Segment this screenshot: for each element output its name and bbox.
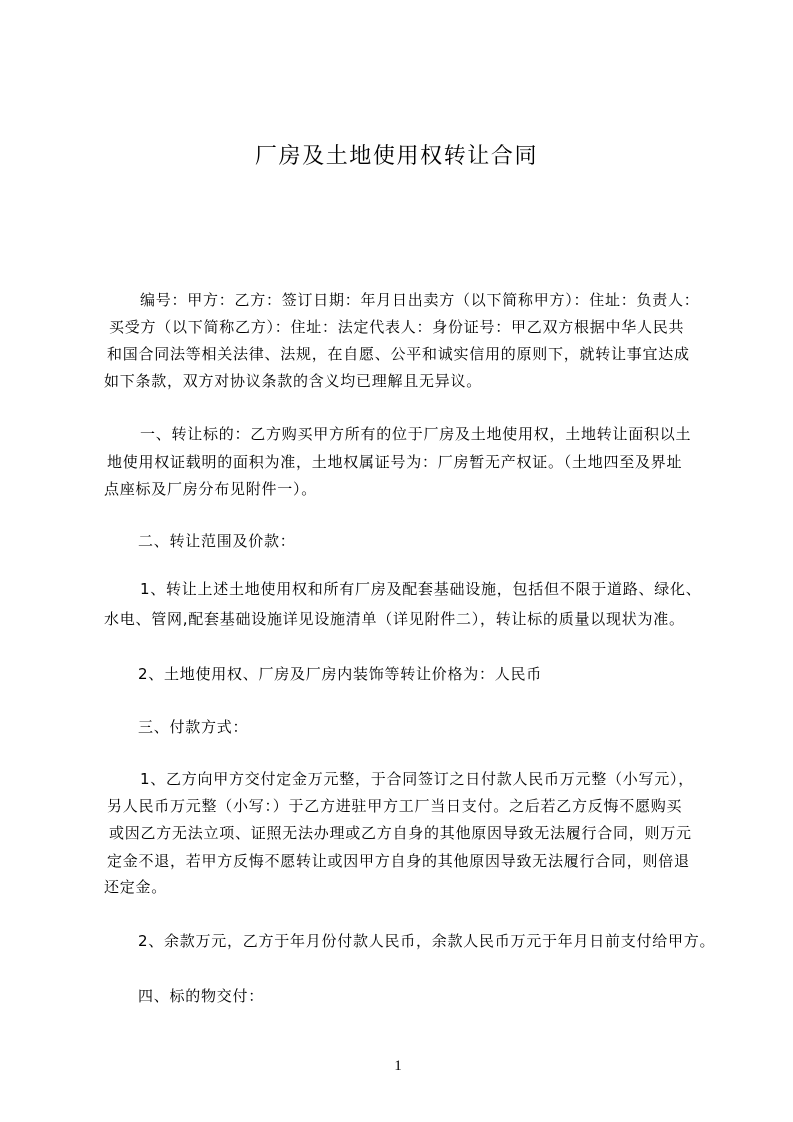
- paragraph-line: 买受方（以下简称乙方）：住址：法定代表人：身份证号：甲乙双方根据中华人民共: [109, 318, 685, 336]
- paragraph-line: 1、乙方向甲方交付定金万元整，于合同签订之日付款人民币万元整（小写元），: [140, 770, 695, 788]
- paragraph-line: 2、土地使用权、厂房及厂房内装饰等转让价格为：人民币: [138, 665, 543, 683]
- paragraph-line: 或因乙方无法立项、证照无法办理或乙方自身的其他原因导致无法履行合同，则万元: [109, 824, 692, 842]
- document-title: 厂房及土地使用权转让合同: [254, 144, 539, 169]
- paragraph-line: 如下条款，双方对协议条款的含义均已理解且无异议。: [104, 372, 483, 390]
- paragraph-line: 定金不退，若甲方反悔不愿转让或因甲方自身的其他原因导致无法履行合同，则倍退: [107, 852, 690, 870]
- paragraph-line: 地使用权证载明的面积为准，土地权属证号为：厂房暂无产权证。（土地四至及界址: [107, 453, 683, 471]
- paragraph-line: 和国合同法等相关法律、法规，在自愿、公平和诚实信用的原则下，就转让事宜达成: [107, 345, 690, 363]
- paragraph-line: 1、转让上述土地使用权和所有厂房及配套基础设施，包括但不限于道路、绿化、: [140, 580, 702, 598]
- paragraph-line: 水电、管网,配套基础设施详见设施清单（详见附件二），转让标的质量以现状为准。: [104, 610, 685, 628]
- paragraph-line: 点座标及厂房分布见附件一）。: [104, 480, 318, 498]
- paragraph-line: 还定金。: [104, 878, 168, 896]
- section-heading: 四、标的物交付：: [138, 987, 265, 1005]
- page-number: 1: [394, 1058, 402, 1074]
- section-heading: 三、付款方式：: [138, 718, 249, 736]
- paragraph-line: 一、转让标的：乙方购买甲方所有的位于厂房及土地使用权，土地转让面积以土: [140, 425, 692, 443]
- paragraph-line: 2、余款万元，乙方于年月份付款人民币，余款人民币万元于年月日前支付给甲方。: [138, 932, 716, 950]
- section-heading: 二、转让范围及价款：: [138, 532, 296, 550]
- paragraph-line: 另人民币万元整（小写：）于乙方进驻甲方工厂当日支付。之后若乙方反悔不愿购买: [107, 797, 683, 815]
- paragraph-line: 编号：甲方：乙方：签订日期：年月日出卖方（以下简称甲方）：住址：负责人：: [140, 291, 700, 309]
